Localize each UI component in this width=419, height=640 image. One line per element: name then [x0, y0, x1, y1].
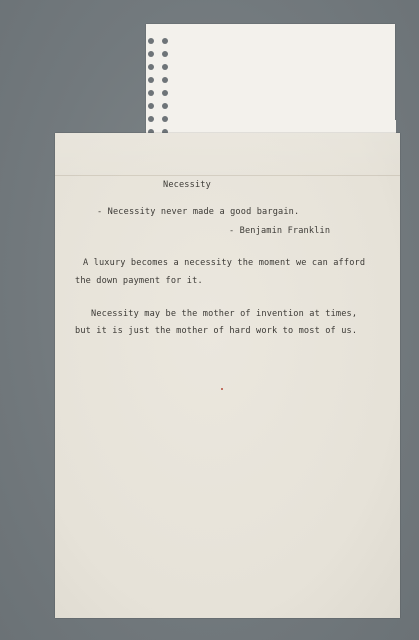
paragraph-1-line-2: the down payment for it. [75, 276, 203, 286]
ink-speck [221, 388, 223, 390]
typed-sheet [55, 133, 400, 618]
paragraph-2-line-1: Necessity may be the mother of invention at times, [91, 309, 358, 319]
document-title: Necessity [163, 180, 211, 190]
sheet-fold-line [55, 175, 400, 176]
paragraph-2-line-2: but it is just the mother of hard work to most of us. [75, 326, 358, 336]
back-card [146, 24, 395, 146]
quote-line: - Necessity never made a good bargain. [97, 207, 300, 217]
quote-attribution: - Benjamin Franklin [229, 226, 331, 236]
paragraph-1-line-1: A luxury becomes a necessity the moment we can afford [83, 258, 366, 268]
